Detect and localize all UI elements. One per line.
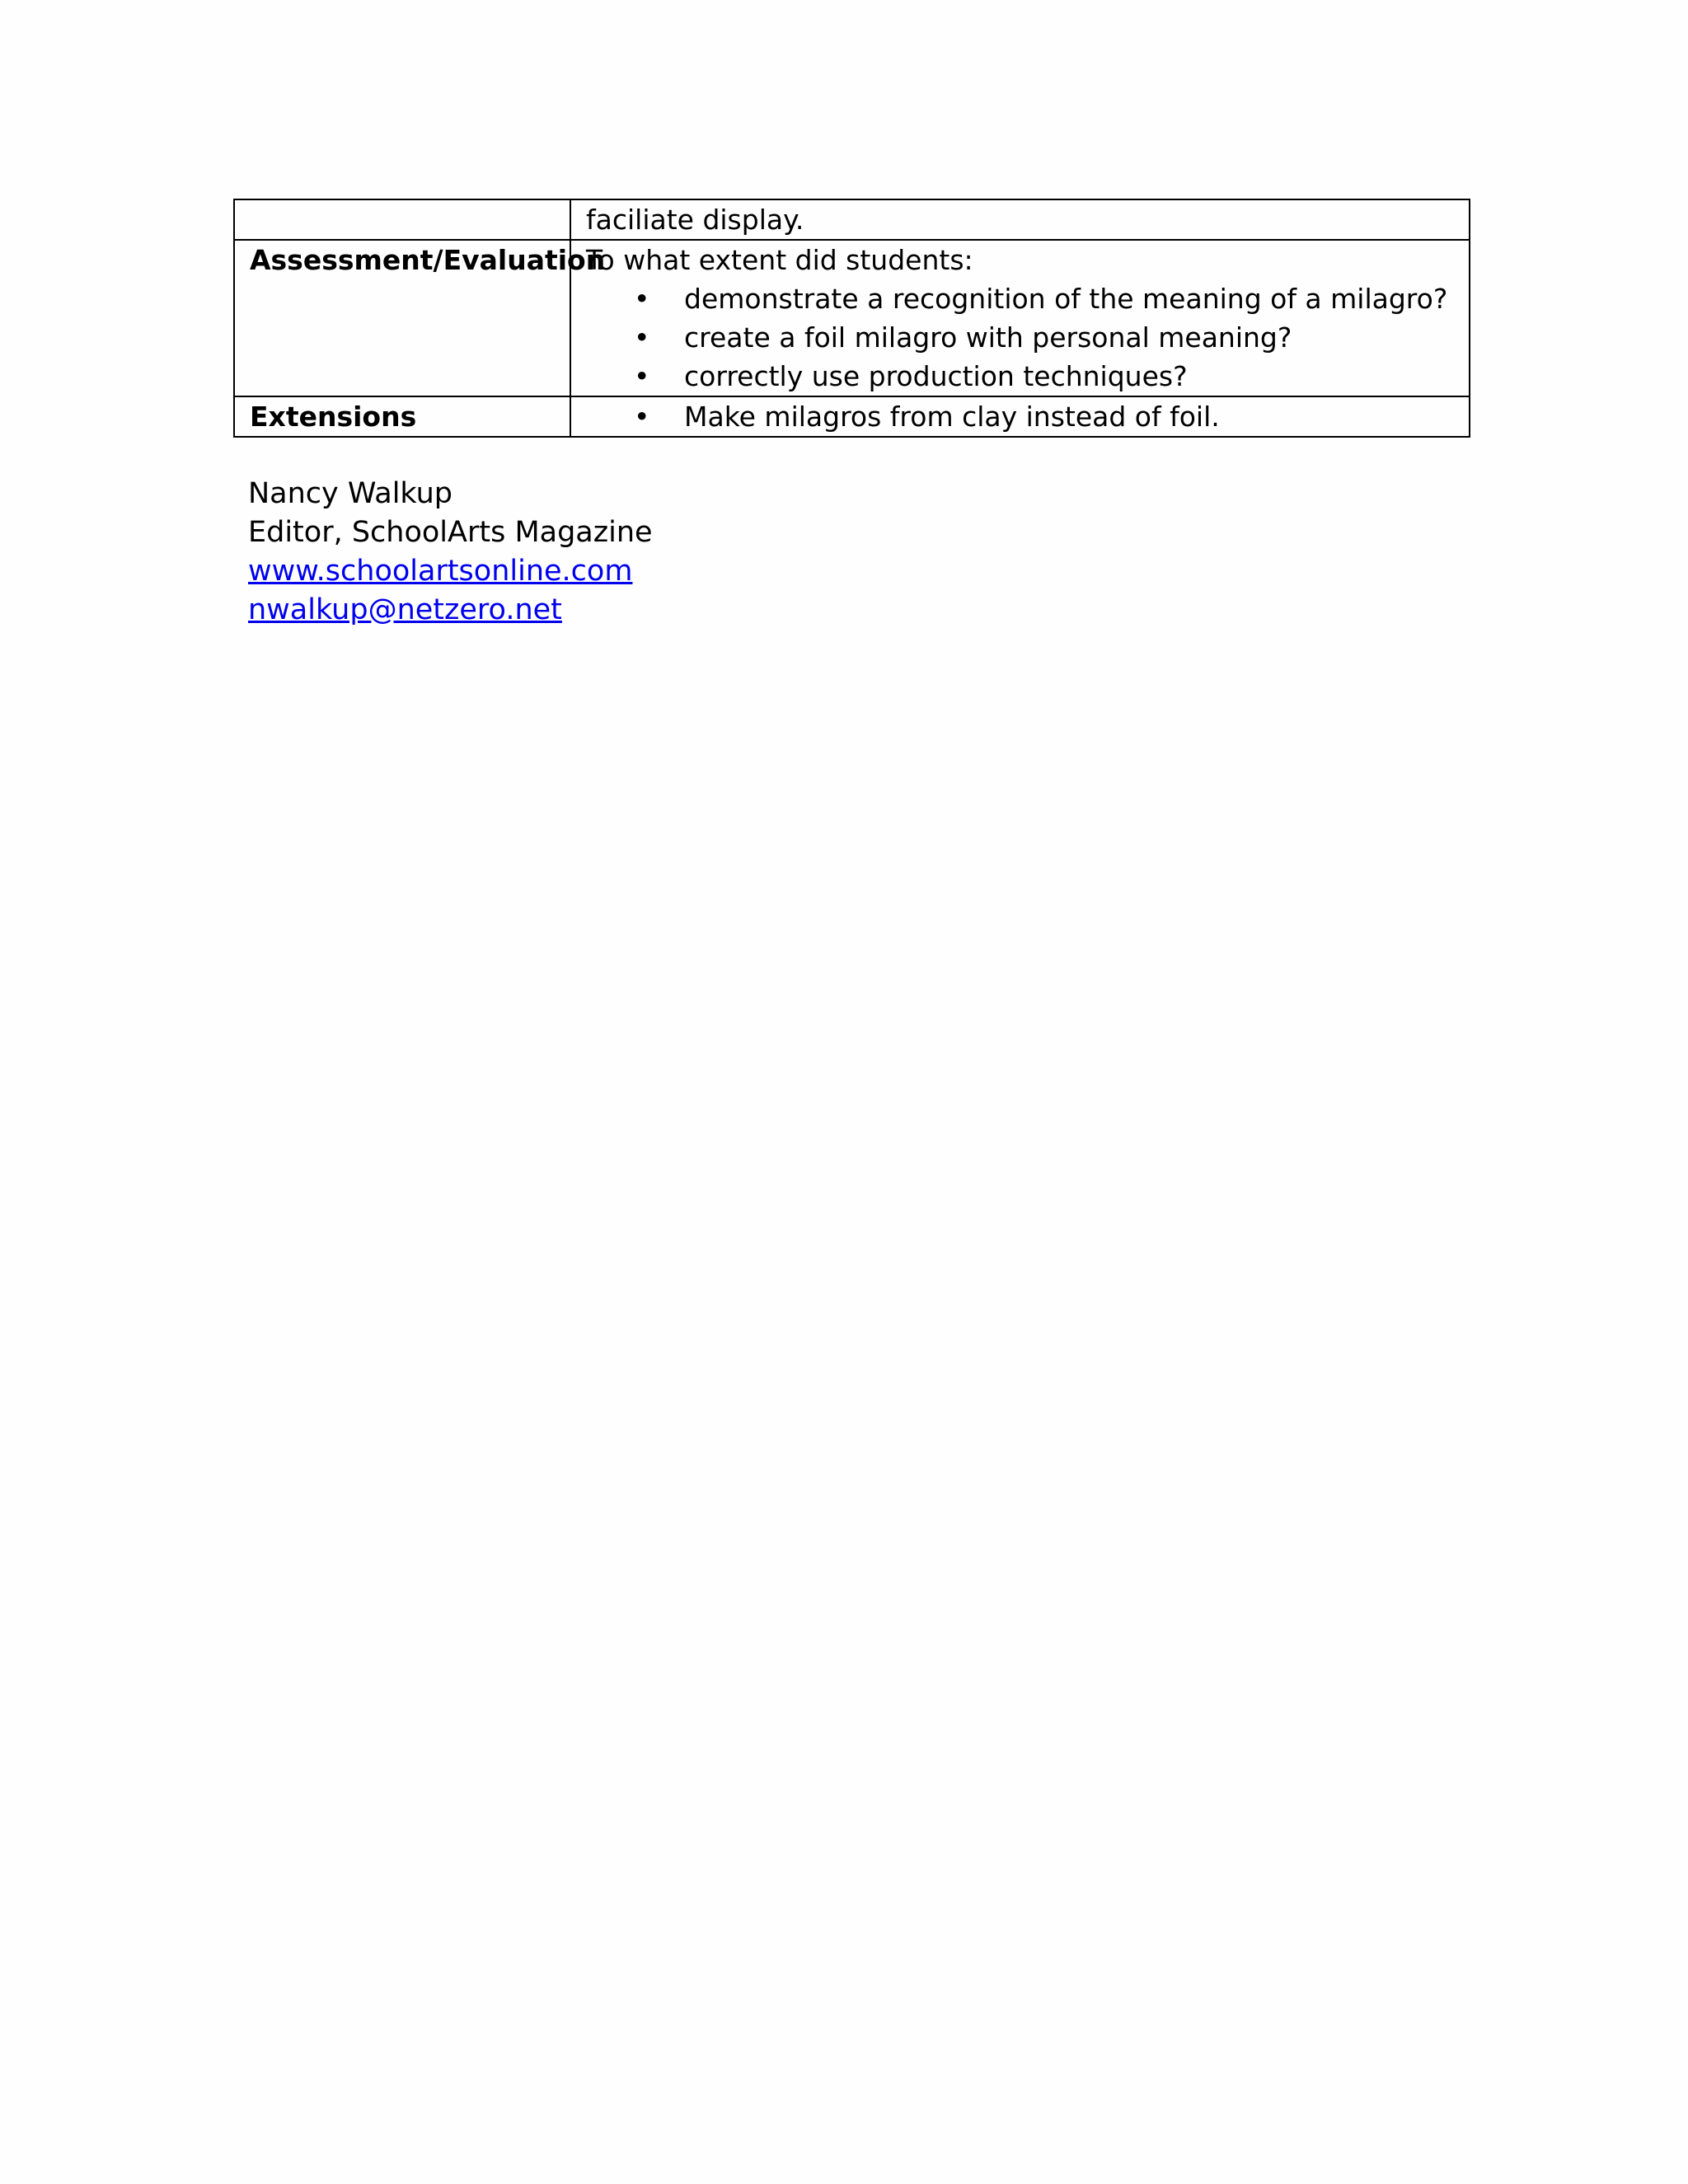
website-link[interactable]: www.schoolartsonline.com [248, 555, 633, 588]
lesson-plan-table [233, 199, 1470, 438]
author-title: Editor, SchoolArts Magazine [248, 516, 653, 549]
row-content-extensions [570, 396, 1470, 437]
list-item [586, 357, 1454, 396]
bullet-icon: • [634, 360, 650, 392]
bullet-text: correctly use production techniques? [684, 360, 1188, 392]
row-content-continuation [570, 199, 1470, 240]
table-row [234, 396, 1470, 437]
list-item [586, 279, 1454, 318]
bullet-text: Make milagros from clay instead of foil. [684, 401, 1220, 433]
table-row [234, 240, 1470, 396]
bullet-text: create a foil milagro with personal meaning? [684, 321, 1292, 354]
bullet-icon: • [634, 401, 650, 433]
assessment-intro: To what extent did students: [586, 244, 973, 276]
row-label-extensions: Extensions [234, 396, 570, 437]
author-signature [248, 475, 653, 630]
table-row [234, 199, 1470, 240]
row-label-empty [234, 199, 570, 240]
continuation-text: faciliate display. [586, 204, 804, 236]
author-name: Nancy Walkup [248, 477, 453, 510]
bullet-icon: • [634, 321, 650, 354]
list-item [586, 318, 1454, 357]
email-link[interactable]: nwalkup@netzero.net [248, 593, 562, 626]
row-content-assessment [570, 240, 1470, 396]
row-label-assessment: Assessment/Evaluation [234, 240, 570, 396]
bullet-icon: • [634, 283, 650, 315]
list-item [586, 397, 1454, 436]
bullet-text: demonstrate a recognition of the meaning of a milagro? [684, 283, 1448, 315]
